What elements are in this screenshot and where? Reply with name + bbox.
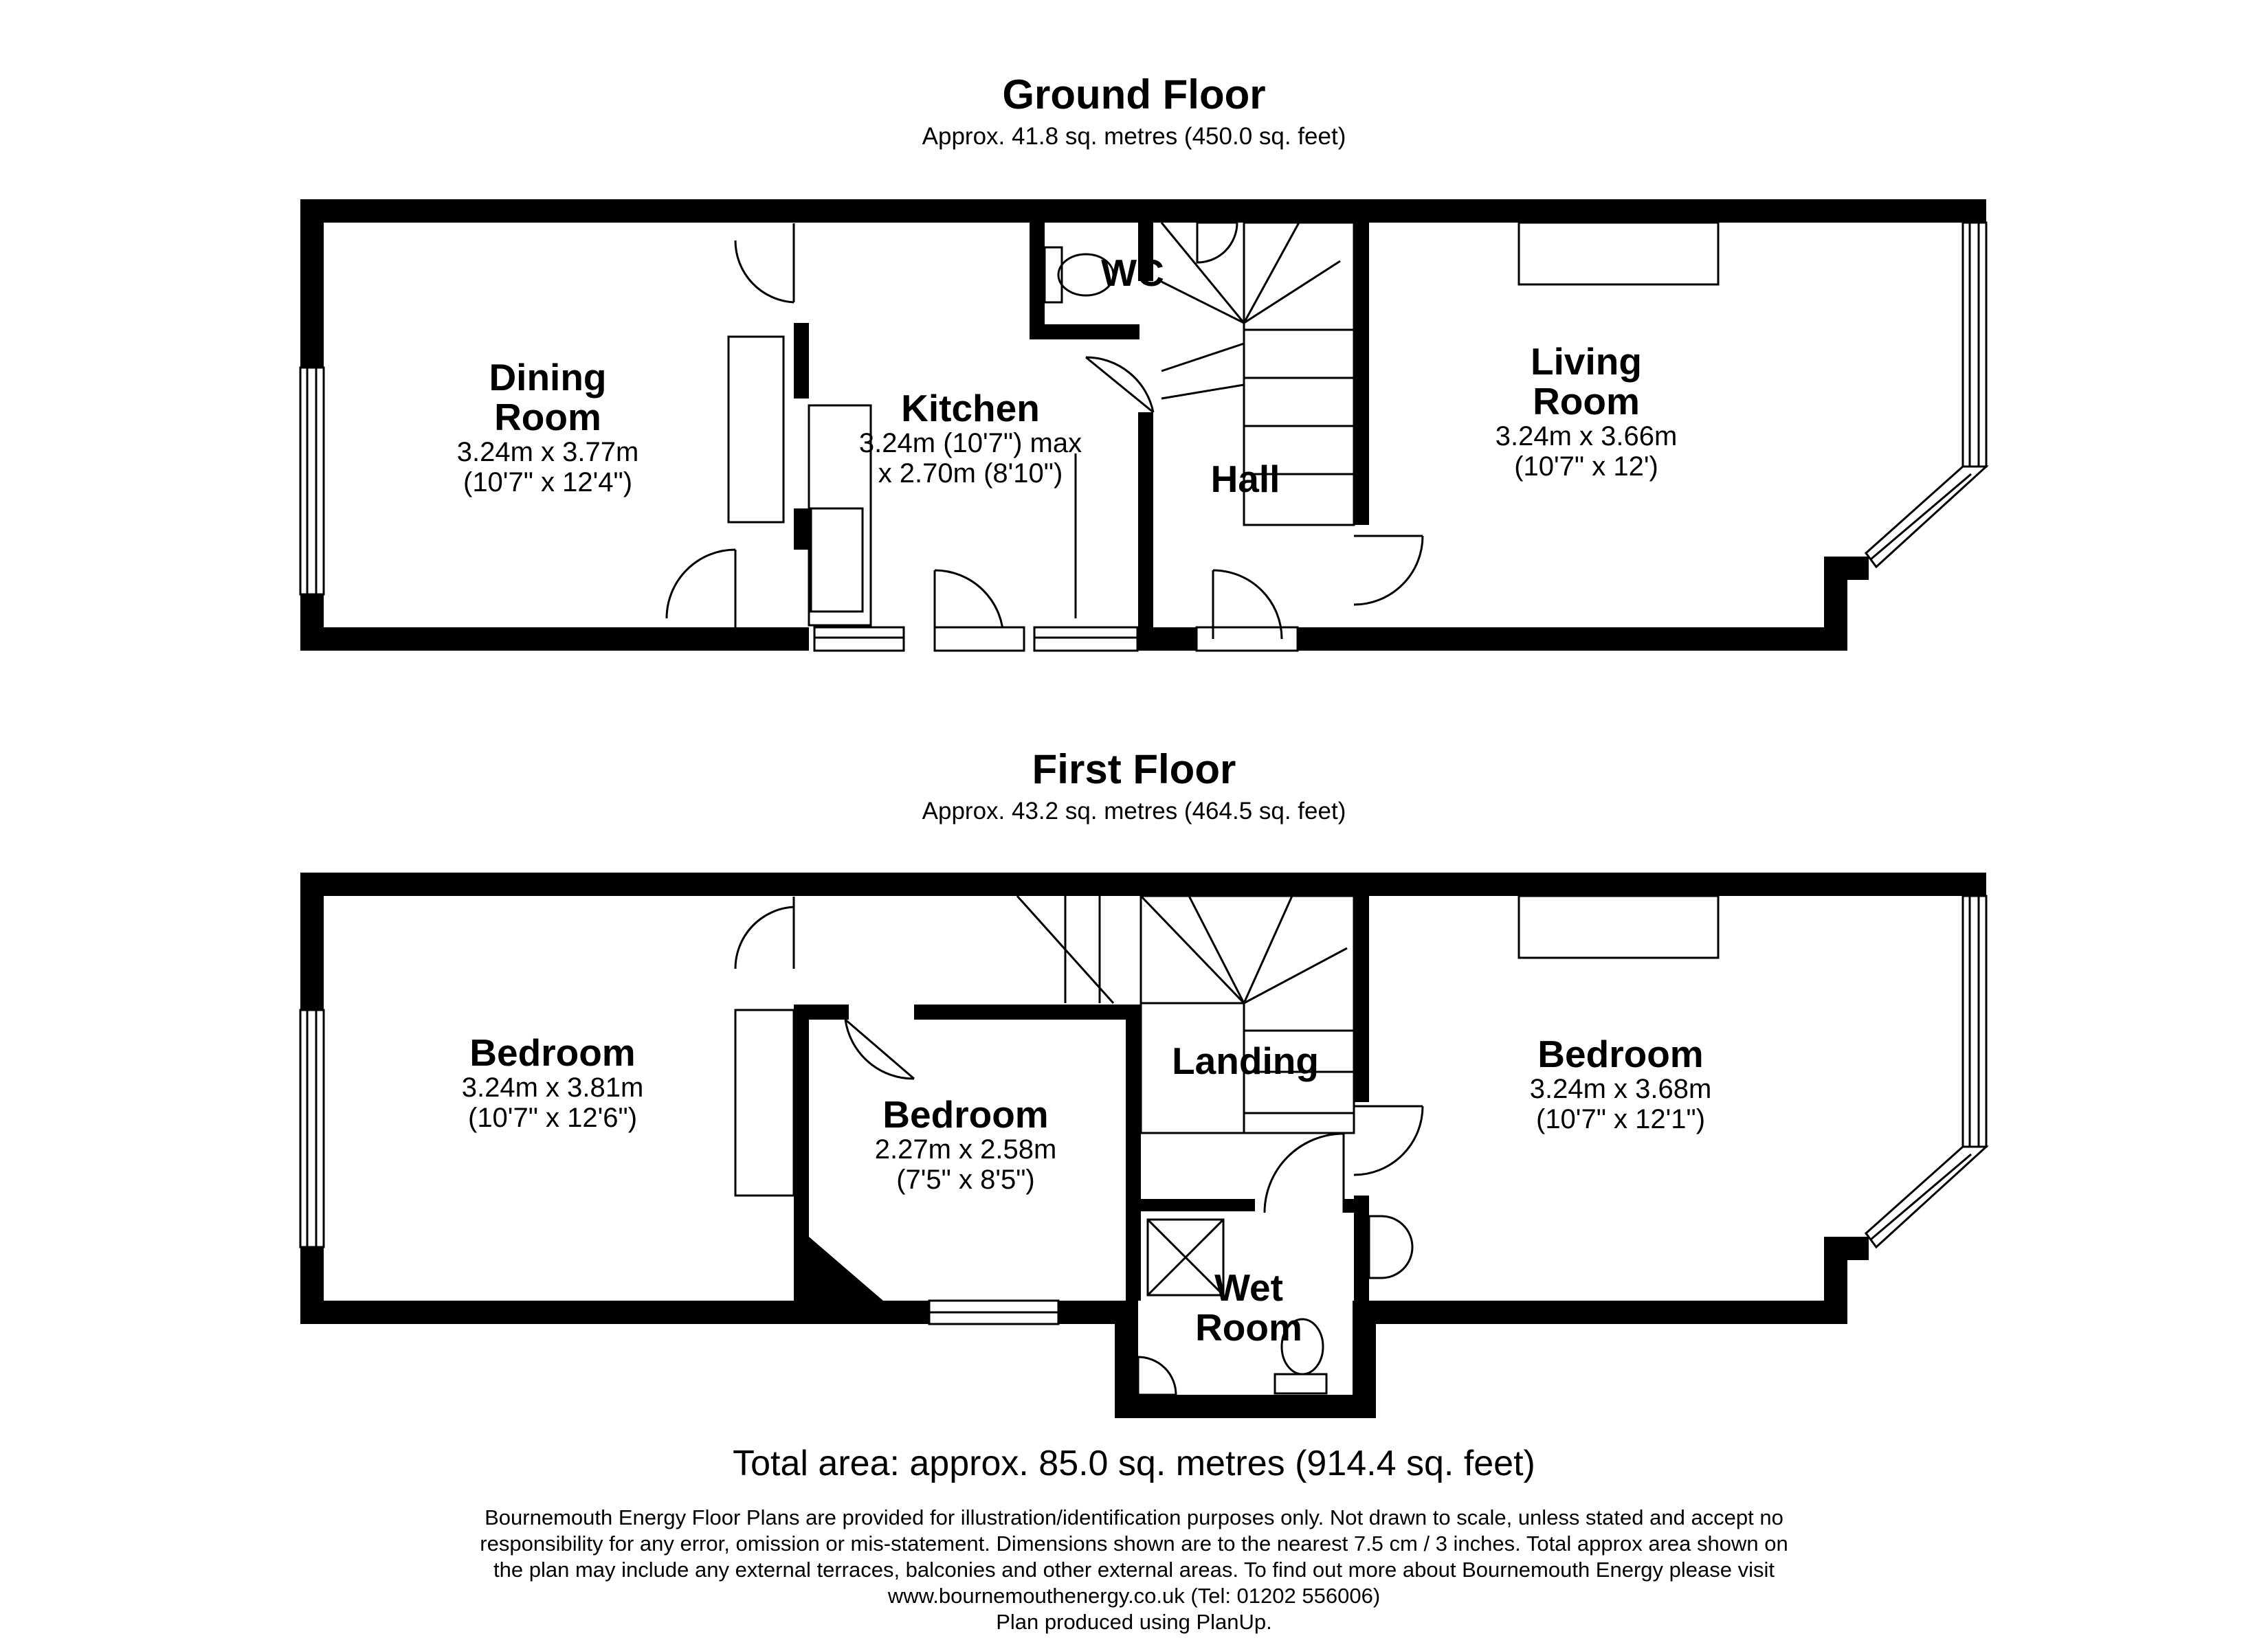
room-label-living-room bbox=[1496, 341, 1678, 482]
room-name: Room bbox=[1195, 1306, 1302, 1349]
total-area: Total area: approx. 85.0 sq. metres (914.4 sq. feet) bbox=[733, 1444, 1535, 1483]
room-name: Hall bbox=[1210, 458, 1280, 500]
room-name: Landing bbox=[1172, 1040, 1319, 1082]
room-label-bedroom-right bbox=[1530, 1034, 1712, 1134]
room-label-dining-room bbox=[457, 357, 639, 497]
disclaimer-credit: Plan produced using PlanUp. bbox=[996, 1610, 1272, 1634]
room-name: WC bbox=[1101, 251, 1164, 294]
room-dimensions-imperial: (10'7" x 12'1") bbox=[1535, 1104, 1706, 1134]
room-name: Dining bbox=[489, 356, 607, 399]
first-floor-walls bbox=[300, 873, 1986, 1418]
room-dimensions-line-1: 3.24m (10'7") max bbox=[858, 428, 1082, 458]
room-dimensions-imperial: (7'5" x 8'5") bbox=[896, 1165, 1035, 1195]
room-dimensions-metric: 3.24m x 3.68m bbox=[1529, 1074, 1712, 1104]
room-label-bedroom-left bbox=[462, 1033, 644, 1133]
room-dimensions-metric: 3.24m x 3.81m bbox=[461, 1073, 644, 1103]
room-name: Bedroom bbox=[469, 1031, 636, 1074]
disclaimer-line: Bournemouth Energy Floor Plans are provided for illustration/identification purposes only. Not drawn to scale, unless stated and accept no bbox=[485, 1505, 1783, 1529]
disclaimer-line: the plan may include any external terraces, balconies and other external areas. To find out more about Bournemouth Energy please visit bbox=[493, 1558, 1775, 1582]
room-name: Bedroom bbox=[882, 1093, 1049, 1136]
room-label-landing bbox=[1172, 1041, 1319, 1081]
room-label-wet-room bbox=[1195, 1268, 1302, 1347]
room-dimensions-metric: 3.24m x 3.66m bbox=[1495, 421, 1678, 451]
room-name: Kitchen bbox=[901, 387, 1040, 429]
ground-floor-title: Ground Floor bbox=[1002, 71, 1266, 117]
room-label-bedroom-small bbox=[875, 1095, 1057, 1195]
room-name: Living bbox=[1531, 340, 1642, 383]
disclaimer-line: responsibility for any error, omission or mis-statement. Dimensions shown are to the nearest 7.5 cm / 3 inches. Total approx area shown on bbox=[480, 1532, 1788, 1556]
room-dimensions-metric: 2.27m x 2.58m bbox=[874, 1134, 1057, 1165]
room-dimensions-imperial: (10'7" x 12') bbox=[1514, 451, 1658, 482]
room-dimensions-imperial: (10'7" x 12'4") bbox=[463, 467, 633, 497]
room-name: Wet bbox=[1214, 1266, 1283, 1309]
room-name: Room bbox=[1533, 380, 1640, 423]
room-label-kitchen bbox=[859, 388, 1082, 489]
room-dimensions-imperial: (10'7" x 12'6") bbox=[467, 1103, 638, 1133]
disclaimer-website: www.bournemouthenergy.co.uk (Tel: 01202 556006) bbox=[887, 1584, 1381, 1608]
first-floor-area: Approx. 43.2 sq. metres (464.5 sq. feet) bbox=[922, 798, 1346, 824]
ground-floor-area: Approx. 41.8 sq. metres (450.0 sq. feet) bbox=[922, 123, 1346, 150]
first-floor-title: First Floor bbox=[1032, 746, 1236, 792]
room-dimensions-metric: 3.24m x 3.77m bbox=[456, 437, 639, 467]
room-name: Room bbox=[494, 396, 601, 438]
room-label-wc bbox=[1101, 253, 1164, 293]
room-label-hall bbox=[1211, 459, 1280, 499]
disclaimer bbox=[344, 1505, 1924, 1635]
room-name: Bedroom bbox=[1537, 1033, 1704, 1075]
room-dimensions-line-2: x 2.70m (8'10") bbox=[878, 458, 1063, 489]
